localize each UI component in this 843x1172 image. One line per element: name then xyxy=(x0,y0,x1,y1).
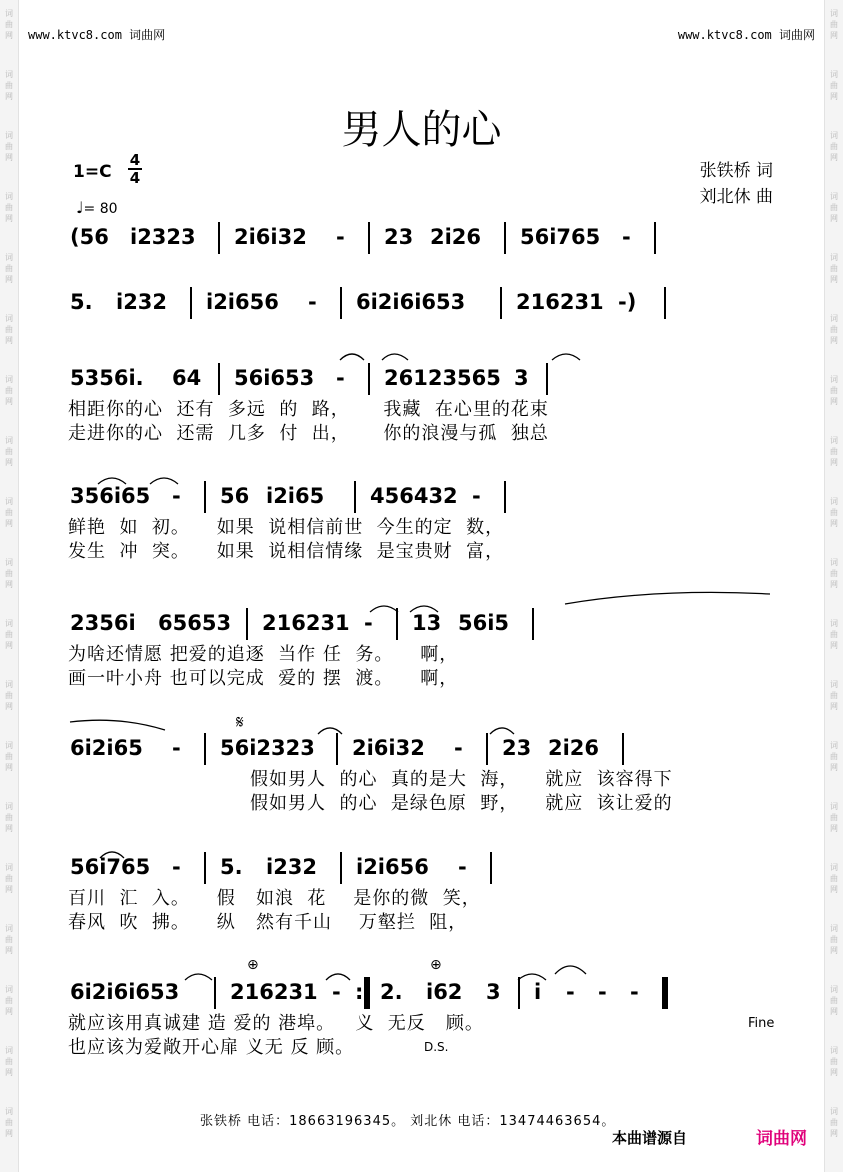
watermark-text: 词 曲 网 xyxy=(5,619,13,650)
source-label: 本曲谱源自 xyxy=(612,1129,688,1147)
note-group: 456432 xyxy=(370,484,458,508)
note-group: 56i2323 xyxy=(220,736,315,760)
watermark-text: 词 曲 网 xyxy=(830,741,838,772)
note-group: 2i26 xyxy=(548,736,600,760)
slur xyxy=(150,478,178,484)
time-bottom: 4 xyxy=(129,169,141,187)
note-group: - xyxy=(172,855,181,879)
note-group: i2i65 xyxy=(266,484,325,508)
lyric-line: 就应该用真诚建 造 爱的 港埠。 义 无反 顾。 xyxy=(68,1013,484,1034)
coda-icon-2: ⊕ xyxy=(430,957,442,973)
note-group: i xyxy=(534,980,542,1004)
lyric-line: 春风 吹 拂。 纵 然有千山 万壑拦 阻， xyxy=(68,912,468,933)
tempo-marking: ♩= 80 xyxy=(76,198,118,217)
watermark-text: 词 曲 网 xyxy=(5,802,13,833)
watermark-text: 词 曲 网 xyxy=(5,1107,13,1138)
composer-credit: 刘北休 曲 xyxy=(699,187,773,207)
watermark-text: 词 曲 网 xyxy=(5,375,13,406)
lyric-line: 也应该为爱敞开心扉 义无 反 顾。 xyxy=(68,1037,355,1058)
lyric-line: 假如男人 的心 真的是大 海， 就应 该容得下 xyxy=(250,769,673,790)
note-group: i2323 xyxy=(130,225,196,249)
note-group: -) xyxy=(618,290,637,314)
lyric-line: 走进你的心 还需 几多 付 出， 你的浪漫与孤 独总 xyxy=(68,423,549,444)
note-group: 56i765 xyxy=(520,225,601,249)
watermark-text: 词 曲 网 xyxy=(5,253,13,284)
note-group: 6i2i6i653 xyxy=(356,290,466,314)
note-group: 26123565 xyxy=(384,366,501,390)
slur xyxy=(326,974,350,980)
slur xyxy=(410,606,438,612)
lyric-line: 百川 汇 入。 假 如浪 花 是你的微 笑， xyxy=(68,888,481,909)
note-group: 56i5 xyxy=(458,611,510,635)
lyric-line: 为啥还情愿 把爱的追逐 当作 任 务。 啊， xyxy=(68,644,459,665)
watermark-text: 词 曲 网 xyxy=(830,924,838,955)
note-group: 216231 xyxy=(516,290,604,314)
watermark-text: 词 曲 网 xyxy=(5,131,13,162)
slur xyxy=(555,966,586,974)
note-group: 5356i. xyxy=(70,366,144,390)
note-group: - xyxy=(598,980,607,1004)
note-group: (56 xyxy=(70,225,109,249)
watermark-text: 词 曲 网 xyxy=(5,985,13,1016)
note-group: 23 xyxy=(502,736,532,760)
note-group: 216231 xyxy=(230,980,318,1004)
ds-marking: D.S. xyxy=(424,1040,449,1054)
note-group: 2i6i32 xyxy=(352,736,425,760)
lyric-line: 假如男人 的心 是绿色原 野， 就应 该让爱的 xyxy=(250,793,673,814)
watermark-text: 词 曲 网 xyxy=(5,1046,13,1077)
note-group: 23 xyxy=(384,225,414,249)
watermark-text: 词 曲 网 xyxy=(5,680,13,711)
slur xyxy=(382,354,408,360)
contact-footer: 张铁桥 电话：18663196345。 刘北休 电话：13474463654。 xyxy=(200,1114,616,1129)
note-group: - xyxy=(566,980,575,1004)
watermark-text: 词 曲 网 xyxy=(830,375,838,406)
tie xyxy=(70,720,165,730)
slur xyxy=(340,354,364,360)
note-group: 56i765 xyxy=(70,855,151,879)
note-group: 6i2i65 xyxy=(70,736,143,760)
slur xyxy=(518,974,546,980)
tie xyxy=(565,592,770,604)
quarter-note-icon: ♩ xyxy=(76,198,84,217)
watermark-text: 词 曲 网 xyxy=(830,314,838,345)
watermark-text: 词 曲 网 xyxy=(830,1107,838,1138)
slur xyxy=(490,728,514,734)
watermark-text: 词 曲 网 xyxy=(5,70,13,101)
fine-marking: Fine xyxy=(748,1016,775,1031)
lyricist-credit: 张铁桥 词 xyxy=(699,161,773,181)
slur xyxy=(100,852,124,858)
watermark-text: 词 曲 网 xyxy=(830,863,838,894)
note-group: 13 xyxy=(412,611,442,635)
note-group: 5. xyxy=(220,855,243,879)
key-signature: 1=C xyxy=(73,162,112,182)
header-left-url: www.ktvc8.com 词曲网 xyxy=(28,28,166,42)
note-group: - xyxy=(622,225,631,249)
note-group: 64 xyxy=(172,366,202,390)
watermark-text: 词 曲 网 xyxy=(5,314,13,345)
note-group: i2i656 xyxy=(356,855,429,879)
time-top: 4 xyxy=(129,151,141,169)
note-group: 2i26 xyxy=(430,225,482,249)
watermark-text: 词 曲 网 xyxy=(5,436,13,467)
watermark-text: 词 曲 网 xyxy=(830,192,838,223)
note-group: - xyxy=(630,980,639,1004)
watermark-text: 词 曲 网 xyxy=(5,558,13,589)
note-group: 2i6i32 xyxy=(234,225,307,249)
note-group: - xyxy=(472,484,481,508)
watermark-text: 词 曲 网 xyxy=(830,802,838,833)
note-group: - xyxy=(364,611,373,635)
watermark-text: 词 曲 网 xyxy=(830,9,838,40)
note-group: i232 xyxy=(266,855,318,879)
watermark-text: 词 曲 网 xyxy=(5,497,13,528)
note-group: - xyxy=(308,290,317,314)
note-group: i2i656 xyxy=(206,290,279,314)
watermark-text: 词 曲 网 xyxy=(830,558,838,589)
watermark-text: 词 曲 网 xyxy=(5,9,13,40)
watermark-text: 词 曲 网 xyxy=(5,192,13,223)
watermark-text: 词 曲 网 xyxy=(830,497,838,528)
note-group: - xyxy=(458,855,467,879)
note-group: i62 xyxy=(426,980,463,1004)
coda-icon-1: ⊕ xyxy=(247,957,259,973)
note-group: - xyxy=(336,366,345,390)
note-group: - xyxy=(172,736,181,760)
segno-icon: 𝄋 xyxy=(236,712,244,733)
watermark-text: 词 曲 网 xyxy=(5,924,13,955)
lyric-line: 鲜艳 如 初。 如果 说相信前世 今生的定 数， xyxy=(68,517,505,538)
lyric-line: 相距你的心 还有 多远 的 路， 我藏 在心里的花束 xyxy=(68,399,549,420)
note-group: 65653 xyxy=(158,611,232,635)
watermark-text: 词 曲 网 xyxy=(830,1046,838,1077)
note-group: 2356i xyxy=(70,611,136,635)
slur xyxy=(370,606,398,612)
note-group: - xyxy=(332,980,341,1004)
note-group: 216231 xyxy=(262,611,350,635)
lyric-line: 发生 冲 突。 如果 说相信情缘 是宝贵财 富， xyxy=(68,541,505,562)
watermark-text: 词 曲 网 xyxy=(830,680,838,711)
note-group: 356i65 xyxy=(70,484,151,508)
slur xyxy=(98,478,126,484)
lyric-line: 画一叶小舟 也可以完成 爱的 摆 渡。 啊， xyxy=(68,668,459,689)
note-group: 56 xyxy=(220,484,250,508)
note-group: - xyxy=(454,736,463,760)
note-group: - xyxy=(172,484,181,508)
watermark-text: 词 曲 网 xyxy=(830,619,838,650)
watermark-text: 词 曲 网 xyxy=(830,253,838,284)
note-group: 3 xyxy=(486,980,501,1004)
slur xyxy=(318,728,342,734)
brand-logo: 词曲网 xyxy=(756,1129,807,1149)
watermark-text: 词 曲 网 xyxy=(5,741,13,772)
watermark-text: 词 曲 网 xyxy=(830,131,838,162)
watermark-text: 词 曲 网 xyxy=(830,70,838,101)
header-right-url: www.ktvc8.com 词曲网 xyxy=(677,28,815,42)
watermark-text: 词 曲 网 xyxy=(830,985,838,1016)
note-group: - xyxy=(336,225,345,249)
note-group: 3 xyxy=(514,366,529,390)
note-group: 6i2i6i653 xyxy=(70,980,180,1004)
slur xyxy=(552,354,580,360)
repeat-dots: : xyxy=(355,980,364,1004)
song-title: 男人的心 xyxy=(341,107,502,153)
note-group: i232 xyxy=(116,290,168,314)
slur xyxy=(185,974,212,980)
note-group: 2. xyxy=(380,980,403,1004)
note-group: 5. xyxy=(70,290,93,314)
note-group: 56i653 xyxy=(234,366,315,390)
watermark-text: 词 曲 网 xyxy=(5,863,13,894)
watermark-text: 词 曲 网 xyxy=(830,436,838,467)
